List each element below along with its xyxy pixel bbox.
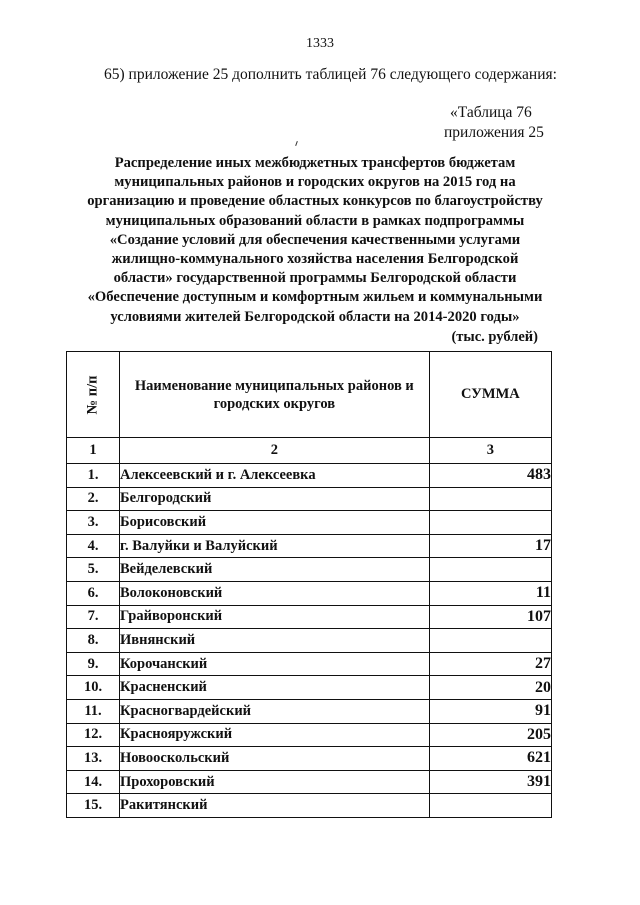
table-row bbox=[67, 534, 552, 558]
row-name: Ракитянский bbox=[120, 794, 430, 818]
row-number: 7. bbox=[67, 605, 120, 629]
row-sum: 11 bbox=[429, 581, 551, 605]
page-number: 1333 bbox=[306, 36, 334, 51]
allocation-table bbox=[66, 351, 552, 818]
row-name: Алексеевский и г. Алексеевка bbox=[120, 464, 430, 488]
row-sum bbox=[429, 511, 551, 535]
row-number: 2. bbox=[67, 487, 120, 511]
row-number: 3. bbox=[67, 511, 120, 535]
row-sum: 483 bbox=[429, 464, 551, 488]
title-line: организацию и проведение областных конкурсов по благоустройству bbox=[87, 193, 543, 210]
row-name: Вейделевский bbox=[120, 558, 430, 582]
row-sum bbox=[429, 487, 551, 511]
row-name: Красненский bbox=[120, 676, 430, 700]
column-index-row bbox=[67, 438, 552, 464]
row-name: Красногвардейский bbox=[120, 699, 430, 723]
row-sum: 20 bbox=[429, 676, 551, 700]
row-sum bbox=[429, 794, 551, 818]
column-index: 3 bbox=[429, 438, 551, 464]
row-sum: 27 bbox=[429, 652, 551, 676]
row-name: г. Валуйки и Валуйский bbox=[120, 534, 430, 558]
title-line: «Обеспечение доступным и комфортным жильем и коммунальными bbox=[87, 289, 543, 306]
row-number: 13. bbox=[67, 747, 120, 771]
table-row bbox=[67, 558, 552, 582]
table-header-row bbox=[67, 352, 552, 438]
row-name: Прохоровский bbox=[120, 770, 430, 794]
row-number: 12. bbox=[67, 723, 120, 747]
row-name: Грайворонский bbox=[120, 605, 430, 629]
table-row bbox=[67, 629, 552, 653]
header-sum: СУММА bbox=[429, 352, 551, 438]
row-name: Корочанский bbox=[120, 652, 430, 676]
table-row bbox=[67, 511, 552, 535]
header-number bbox=[67, 352, 120, 438]
table-row bbox=[67, 699, 552, 723]
title-line: муниципальных районов и городских округов на 2015 год на bbox=[114, 174, 516, 191]
title-line: жилищно-коммунального хозяйства населения Белгородской bbox=[111, 251, 519, 268]
table-reference bbox=[430, 103, 580, 143]
table-row bbox=[67, 676, 552, 700]
title-line: «Создание условий для обеспечения качественными услугами bbox=[109, 231, 521, 248]
table-row bbox=[67, 770, 552, 794]
row-number: 6. bbox=[67, 581, 120, 605]
title-line: области» государственной программы Белгородской области bbox=[113, 270, 517, 287]
scan-mark bbox=[295, 141, 298, 146]
row-number: 9. bbox=[67, 652, 120, 676]
column-index: 2 bbox=[120, 438, 430, 464]
row-sum: 621 bbox=[429, 747, 551, 771]
header-number-wrap bbox=[67, 352, 119, 437]
title-line: условиями жителей Белгородской области на 2014-2020 годы» bbox=[110, 308, 520, 325]
title-line: Распределение иных межбюджетных трансфертов бюджетам bbox=[114, 155, 516, 171]
row-name: Волоконовский bbox=[120, 581, 430, 605]
row-sum bbox=[429, 629, 551, 653]
row-number: 5. bbox=[67, 558, 120, 582]
row-name: Борисовский bbox=[120, 511, 430, 535]
column-index: 1 bbox=[67, 438, 120, 464]
row-sum: 107 bbox=[429, 605, 551, 629]
table-reference-line-1: «Таблица 76 bbox=[450, 104, 532, 121]
units-label: (тыс. рублей) bbox=[451, 329, 538, 345]
row-number: 15. bbox=[67, 794, 120, 818]
row-number: 10. bbox=[67, 676, 120, 700]
row-name: Белгородский bbox=[120, 487, 430, 511]
table-row bbox=[67, 581, 552, 605]
title-line: муниципальных образований области в рамках подпрограммы bbox=[105, 212, 525, 229]
table-row bbox=[67, 605, 552, 629]
row-sum: 17 bbox=[429, 534, 551, 558]
row-number: 14. bbox=[67, 770, 120, 794]
table-row bbox=[67, 464, 552, 488]
row-sum bbox=[429, 558, 551, 582]
row-sum: 391 bbox=[429, 770, 551, 794]
table-row bbox=[67, 652, 552, 676]
header-name: Наименование муниципальных районов и городских округов bbox=[120, 352, 430, 438]
header-number-label: № п/п bbox=[84, 375, 101, 414]
document-title bbox=[60, 154, 570, 327]
row-number: 11. bbox=[67, 699, 120, 723]
intro-paragraph: 65) приложение 25 дополнить таблицей 76 следующего содержания: bbox=[104, 66, 557, 83]
row-number: 1. bbox=[67, 464, 120, 488]
row-name: Ивнянский bbox=[120, 629, 430, 653]
table-row bbox=[67, 794, 552, 818]
table-row bbox=[67, 487, 552, 511]
row-sum: 205 bbox=[429, 723, 551, 747]
row-name: Новооскольский bbox=[120, 747, 430, 771]
table-row bbox=[67, 747, 552, 771]
row-number: 8. bbox=[67, 629, 120, 653]
row-name: Краснояружский bbox=[120, 723, 430, 747]
row-sum: 91 bbox=[429, 699, 551, 723]
table-row bbox=[67, 723, 552, 747]
table-reference-line-2: приложения 25 bbox=[444, 124, 544, 141]
row-number: 4. bbox=[67, 534, 120, 558]
